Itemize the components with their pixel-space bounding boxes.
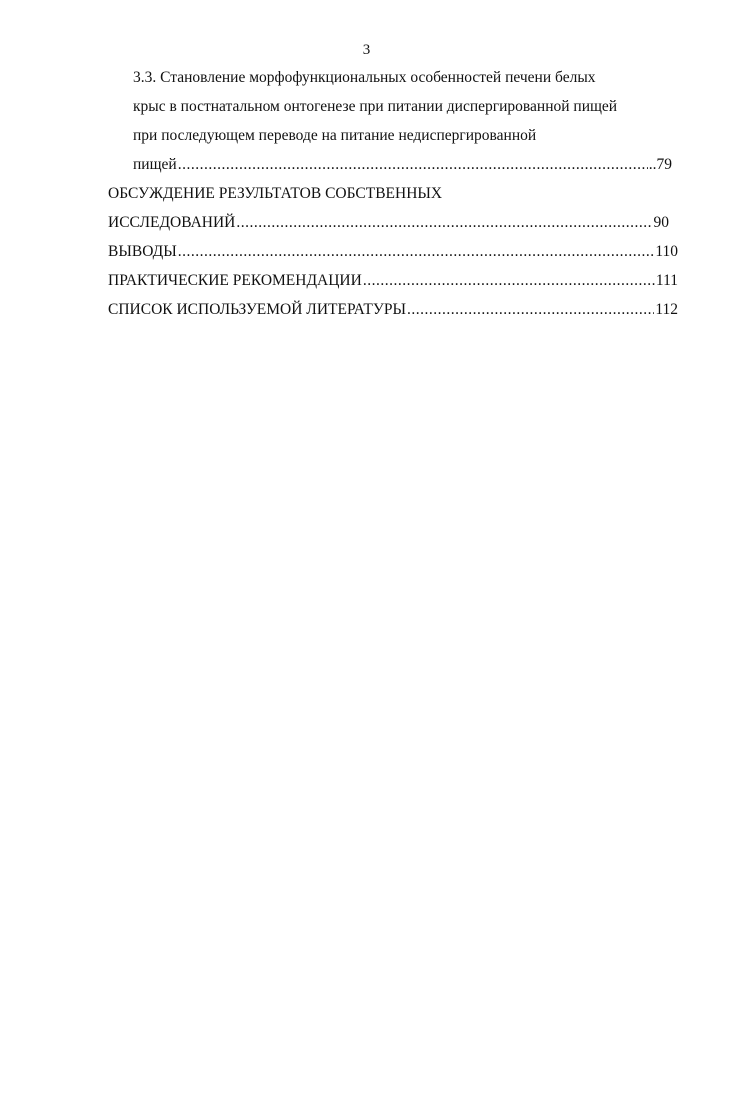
dot-leader [236,211,652,235]
toc-entry-references[interactable] [108,298,678,322]
toc-entry-references-page: 112 [655,301,678,318]
toc-entry-recommendations-text: ПРАКТИЧЕСКИЕ РЕКОМЕНДАЦИИ [108,272,362,289]
page-number: 3 [362,42,371,58]
toc-entry-3-3-line-4[interactable] [133,153,672,177]
dot-leader [178,240,655,264]
toc-entry-3-3-line-1: 3.3. Становление морфофункциональных особенностей печени белых [133,69,596,86]
toc-entry-recommendations-page: 111 [655,272,678,289]
dot-leader [363,269,655,293]
toc-entry-3-3-text: пищей [133,156,177,173]
toc-entry-references-text: СПИСОК ИСПОЛЬЗУЕМОЙ ЛИТЕРАТУРЫ [108,301,406,318]
toc-entry-3-3-page: ..79 [648,156,672,173]
toc-entry-discussion-page: 90 [653,214,669,231]
toc-entry-recommendations[interactable] [108,269,678,293]
toc-entry-discussion-line-1: ОБСУЖДЕНИЕ РЕЗУЛЬТАТОВ СОБСТВЕННЫХ [108,185,443,202]
toc-entry-discussion-line-2[interactable] [108,211,669,235]
toc-entry-3-3-line-2: крыс в постнатальном онтогенезе при питании диспергированной пищей [133,98,618,115]
toc-entry-conclusions-page: 110 [655,243,678,260]
dot-leader [178,153,648,177]
toc-entry-discussion-text: ИССЛЕДОВАНИЙ [108,214,236,231]
toc-entry-conclusions-text: ВЫВОДЫ [108,243,177,260]
dot-leader [407,298,654,322]
toc-entry-conclusions[interactable] [108,240,678,264]
toc-entry-3-3-line-3: при последующем переводе на питание недиспергированной [133,127,537,144]
